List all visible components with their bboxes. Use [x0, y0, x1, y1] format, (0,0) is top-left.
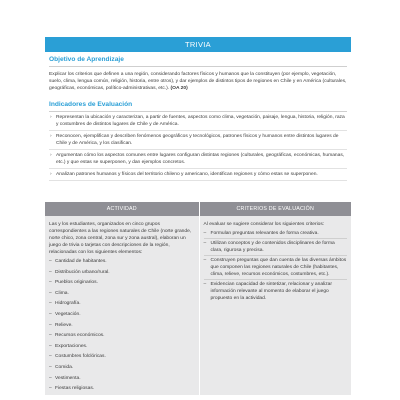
objective-text: [49, 67, 347, 97]
activity-item: – Relieve.: [49, 321, 195, 332]
activity-item: – Hidrografía.: [49, 299, 195, 310]
indicator-item: › Analizan patrones humanos y físicos del territorio chileno y americano, identifican regiones y cómo estas se superponen.: [49, 169, 347, 181]
indicator-item: › Representan la ubicación y caracterizan, a partir de fuentes, aspectos como clima, vegetación, paisaje, lengua, historia, religión, raza y costumbres de distintos lugares de Chile y de América.: [49, 112, 347, 131]
activity-item: – Costumbres folclóricas.: [49, 352, 195, 363]
activity-item: – Cantidad de habitantes.: [49, 257, 195, 268]
criteria-intro: Al evaluar se sugiere considerar los siguientes criterios:: [203, 222, 325, 227]
activity-item: – Comida.: [49, 363, 195, 374]
criteria-item: – Formulan preguntas relevantes de forma creativa.: [204, 229, 348, 239]
objective-code: (OA 20): [170, 86, 188, 91]
indicators-list: [49, 112, 347, 181]
indicators-section: [45, 97, 351, 181]
objective-section: [45, 52, 351, 97]
activity-cell: [45, 216, 199, 395]
criteria-item: – Utilizan conceptos y de contenidos disciplinares de forma clara, rigurosa y precisa.: [204, 239, 348, 256]
activity-intro: Las y los estudiantes, organizados en cinco grupos correspondientes a las regiones naturales de Chile (norte grande, norte chico, zona central, zona sur y zona austral), elaboran un juego de trivia o tarjetas con descripciones de la región, relacionadas con los siguientes elementos:: [49, 222, 192, 255]
activity-item: – Clima.: [49, 289, 195, 300]
indicator-item: › Argumentan cómo los aspectos comunes entre lugares configuran distintas regiones (culturales, geográficas, económicas, humanas, etc.) y que estas se superponen, y dan ejemplos concretos.: [49, 150, 347, 169]
activity-item: – Recursos económicos.: [49, 331, 195, 342]
activity-item: – Vestimenta.: [49, 374, 195, 385]
activity-item: – Fiestas religiosas.: [49, 384, 195, 395]
criteria-item: – Evidencian capacidad de sintetizar, relacionar y analizar información relevante al momento de elaborar el juego propuesto en la actividad.: [204, 280, 348, 303]
activity-item: – Pueblos originarios.: [49, 278, 195, 289]
activity-column-header: ACTIVIDAD: [45, 202, 199, 216]
criteria-cell: [199, 216, 351, 395]
objective-heading: Objetivo de Aprendizaje: [49, 52, 347, 67]
indicator-item: › Reconocen, ejemplifican y describen fenómenos geográficos y tecnológicos, patrones físicos y humanos entre distintos lugares de Chile y de América, y los clasifican.: [49, 131, 347, 150]
objective-body: Explicar los criterios que definen a una región, considerando factores físicos y humanos que la constituyen (por ejemplo, vegetación, suelo, clima, lengua común, religión, historia, entre otros), y dar ejemplos de distintos tipos de regiones en Chile y en América (culturales, geográficas, económicas, político-administrativas, etc.).: [49, 72, 347, 91]
activity-item: – Exportaciones.: [49, 342, 195, 353]
activity-table: [45, 202, 351, 395]
trivia-document: [45, 37, 351, 395]
activity-item: – Vegetación.: [49, 310, 195, 321]
trivia-title-bar: TRIVIA: [45, 37, 351, 52]
activity-list: [49, 257, 195, 395]
criteria-column-header: CRITERIOS DE EVALUACIÓN: [199, 202, 351, 216]
activity-item: – Distribución urbano/rural.: [49, 268, 195, 279]
indicators-heading: Indicadores de Evaluación: [49, 97, 347, 112]
criteria-list: [204, 229, 348, 303]
criteria-item: – Construyen preguntas que dan cuenta de las diversas ámbitos que componen las regiones naturales de Chile (habitantes, clima, relieve, recursos económicos, costumbres, etc.).: [204, 256, 348, 280]
